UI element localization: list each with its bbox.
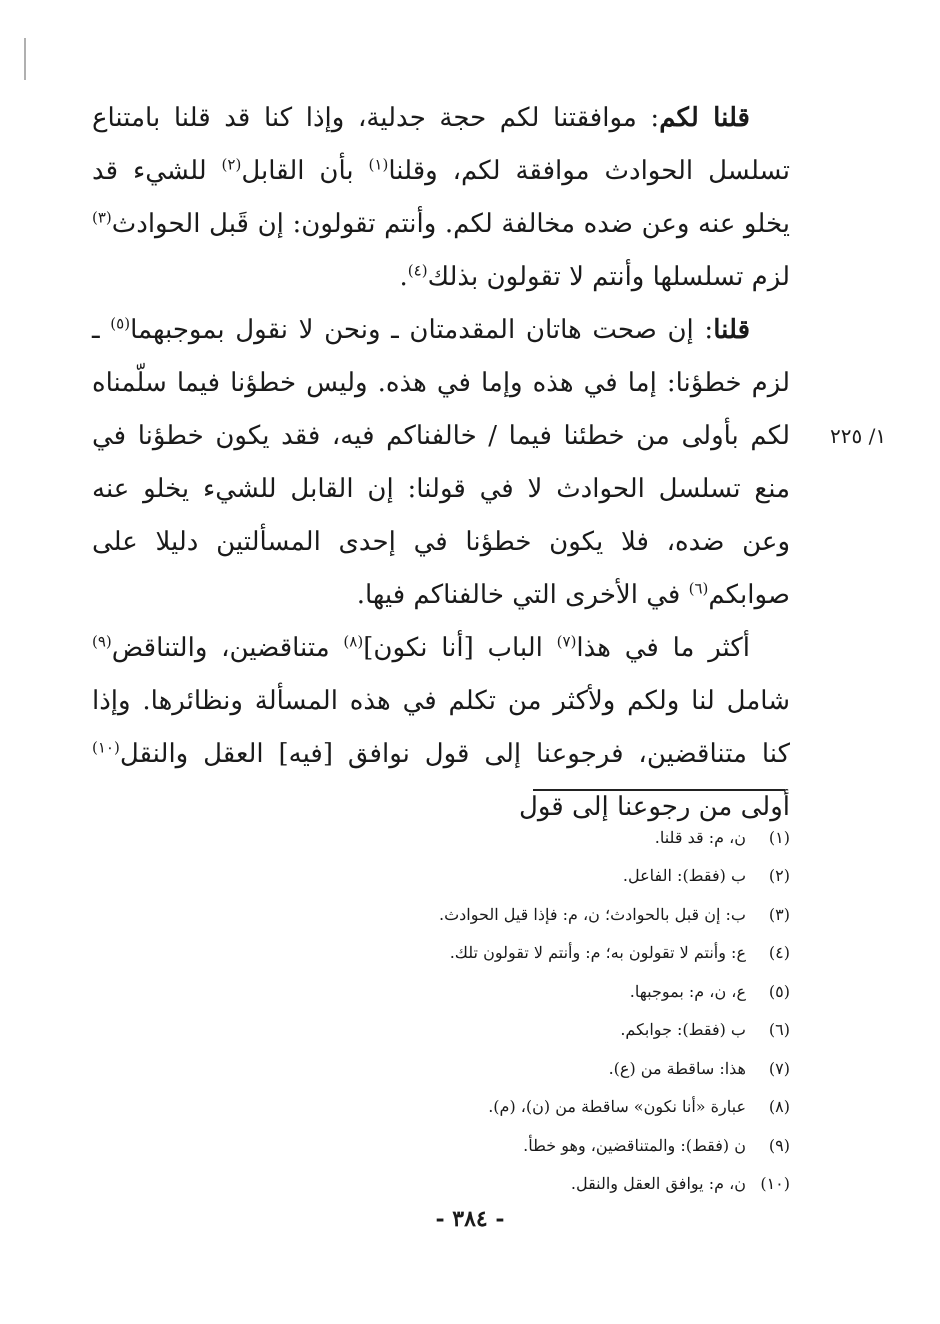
footnote-text: ن (فقط): والمتناقضين، وهو خطأ.: [523, 1135, 746, 1155]
text-segment: متناقضين، والتناقض: [111, 633, 344, 663]
footnote: [92, 895, 790, 934]
text-segment: شامل لنا ولكم ولأكثر من تكلم في هذه المسألة ونظائرها. وإذا كنا متناقضين، فرجوعنا إلى قول نوافق [فيه] العقل والنقل: [92, 686, 790, 769]
footnote-text: ع: وأنتم لا تقولون به؛ م: وأنتم لا تقولون تلك.: [449, 943, 746, 963]
text-segment: : إن صحت هاتان المقدمتان ـ ونحن لا نقول بموجبهما: [130, 315, 714, 345]
footnote-reference: (٢): [221, 155, 242, 174]
footnote-reference: (٧): [556, 632, 577, 651]
page-number: - ٣٨٤ -: [435, 1206, 505, 1232]
text-segment: في الأخرى التي خالفناكم فيها.: [356, 580, 689, 610]
text-segment: أكثر ما في هذا: [576, 633, 750, 663]
text-segment: : موافقتنا لكم حجة جدلية، وإذا كنا قد قلنا بامتناع تسلسل الحوادث موافقة لكم، وقلنا: [92, 103, 790, 186]
footnote: [92, 1011, 790, 1050]
footnote-number: (١): [768, 827, 790, 847]
footnote-reference: (٦): [688, 579, 709, 598]
footnote-number: (٦): [768, 1020, 790, 1040]
footnote-number: (٢): [768, 866, 790, 886]
footnote-text: ب: إن قبل بالحوادث؛ ن، م: فإذا قيل الحوادث.: [439, 904, 746, 924]
margin-page-reference: ١/ ٢٢٥: [830, 424, 887, 448]
footnote-reference: (١): [368, 155, 389, 174]
footnote-text: ن، م: يوافق العقل والنقل.: [570, 1174, 746, 1194]
footnote-reference: (٤): [407, 261, 428, 280]
lead-phrase: قلنا لكم: [659, 103, 750, 133]
footnote: [92, 972, 790, 1011]
text-segment: أولى من رجوعنا إلى قول: [518, 792, 790, 822]
main-text: [92, 92, 790, 834]
footnote-number: (٩): [768, 1135, 790, 1155]
footnote-text: ب (فقط): الفاعل.: [622, 866, 746, 886]
footnote-number: (٥): [768, 981, 790, 1001]
footnote: [92, 1088, 790, 1127]
footnote: [92, 1126, 790, 1165]
footnote: [92, 857, 790, 896]
footnote-text: ب (فقط): جوابكم.: [620, 1020, 746, 1040]
text-segment: لزم تسلسلها وأنتم لا تقولون بذلك: [427, 262, 790, 292]
lead-phrase: قلنا: [713, 315, 750, 345]
footnote: [92, 934, 790, 973]
paragraph: [92, 92, 790, 304]
footnote: [92, 1165, 790, 1204]
footnote-text: ع، ن، م: بموجبها.: [629, 981, 746, 1001]
text-segment: .: [399, 262, 408, 292]
footnote: [92, 1049, 790, 1088]
text-segment: الباب [أنا نكون]: [363, 633, 557, 663]
footnote-number: (٨): [768, 1097, 790, 1117]
footnote-text: هذا: ساقطة من (ع).: [608, 1058, 746, 1078]
footnote-reference: (١٠): [92, 738, 120, 757]
footnote-separator: [533, 789, 785, 791]
paragraph: [92, 622, 790, 834]
footnote-reference: (٥): [110, 314, 131, 333]
footnote-number: (٣): [768, 904, 790, 924]
footnote-reference: (٣): [92, 208, 112, 227]
footnote-number: (١٠): [760, 1174, 790, 1194]
footnote-number: (٤): [768, 943, 790, 963]
paragraph: [92, 304, 790, 622]
footnote: [92, 818, 790, 857]
text-segment: للشيء قد يخلو عنه وعن ضده مخالفة لكم. وأنتم تقولون: إن قَبل الحوادث: [92, 156, 790, 239]
footnote-reference: (٩): [92, 632, 112, 651]
text-segment: بأن القابل: [241, 156, 369, 186]
footnotes: [92, 818, 790, 1203]
footnote-text: ن، م: قد قلنا.: [654, 827, 746, 847]
footnote-reference: (٨): [343, 632, 364, 651]
footnote-number: (٧): [768, 1058, 790, 1078]
scan-edge-mark: [24, 38, 26, 80]
footnote-text: عبارة «أنا نكون» ساقطة من (ن)، (م).: [488, 1097, 746, 1117]
text-segment: ـ لزم خطؤنا: إما في هذه وإما في هذه. وليس خطؤنا فيما سلّمناه لكم بأولى من خطئنا فيما / خالفناكم فيه، فقد يكون خطؤنا في منع تسلسل الحوادث لا في قولنا: إن القابل للشيء يخلو عنه وعن ضده، فلا يكون خطؤنا في إحدى المسألتين دليلا على صوابكم: [92, 315, 790, 610]
